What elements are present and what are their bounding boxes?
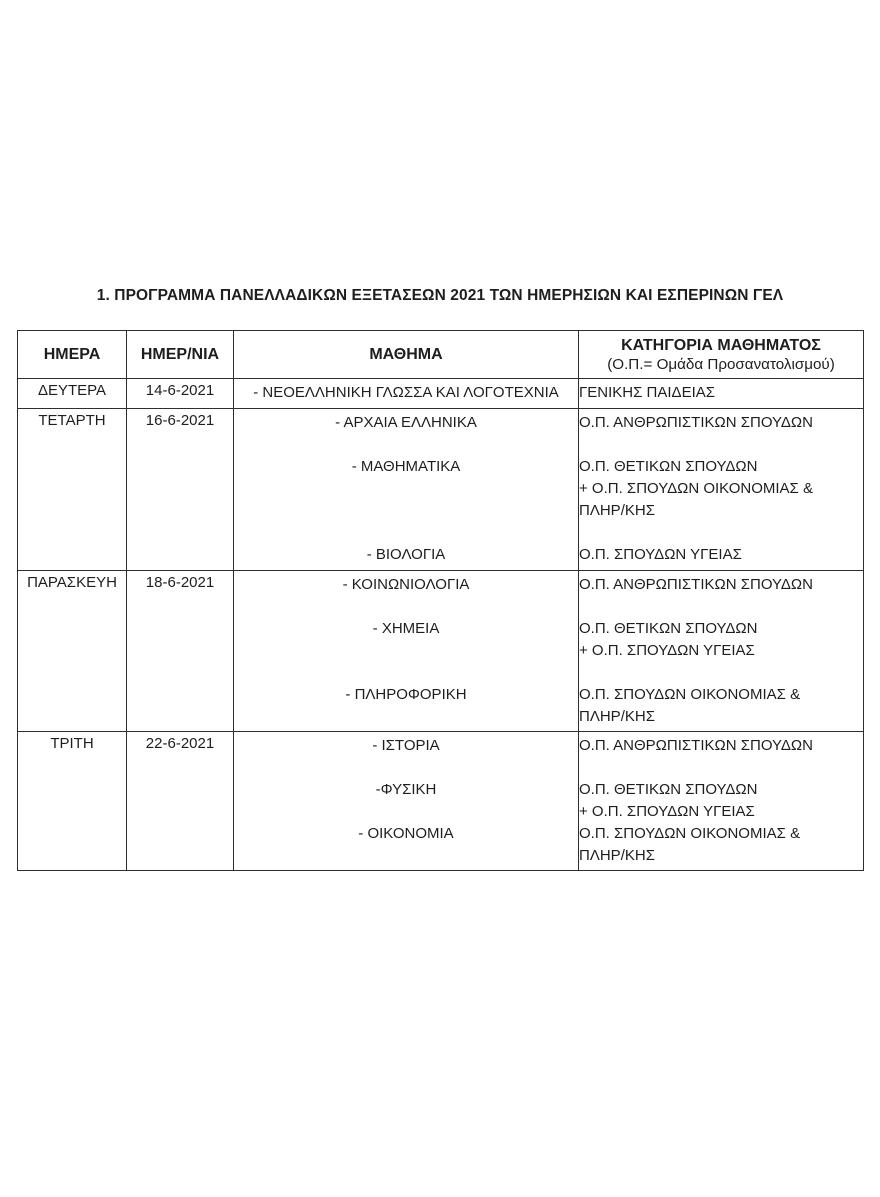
- cell-line: [234, 662, 578, 684]
- cell-line: Ο.Π. ΣΠΟΥΔΩΝ ΟΙΚΟΝΟΜΙΑΣ &: [579, 686, 801, 703]
- cell-line: [234, 478, 578, 500]
- cell-line: Ο.Π. ΣΠΟΥΔΩΝ ΥΓΕΙΑΣ: [579, 546, 742, 563]
- col-header-category-title: ΚΑΤΗΓΟΡΙΑ ΜΑΘΗΜΑΤΟΣ: [621, 336, 821, 354]
- table-row-wednesday: [18, 409, 864, 571]
- table-row-tuesday: [18, 732, 864, 871]
- cell-line: [234, 500, 578, 522]
- cell-line: - ΑΡΧΑΙΑ ΕΛΛΗΝΙΚΑ: [335, 414, 477, 431]
- page-title: 1. ΠΡΟΓΡΑΜΜΑ ΠΑΝΕΛΛΑΔΙΚΩΝ ΕΞΕΤΑΣΕΩΝ 2021 ΤΩΝ ΗΜΕΡΗΣΙΩΝ ΚΑΙ ΕΣΠΕΡΙΝΩΝ ΓΕΛ: [96, 287, 784, 304]
- cell-line: ΠΛΗΡ/ΚΗΣ: [579, 502, 655, 519]
- subject-cell: [234, 732, 579, 871]
- date-cell: 14-6-2021: [127, 379, 234, 409]
- exam-schedule-table: [17, 330, 864, 871]
- cell-line: [579, 434, 863, 456]
- cell-line: Ο.Π. ΘΕΤΙΚΩΝ ΣΠΟΥΔΩΝ: [579, 620, 758, 637]
- cell-line: + Ο.Π. ΣΠΟΥΔΩΝ ΥΓΕΙΑΣ: [579, 642, 755, 659]
- cell-line: - ΚΟΙΝΩΝΙΟΛΟΓΙΑ: [342, 576, 470, 593]
- cell-line: ΠΛΗΡ/ΚΗΣ: [579, 708, 655, 725]
- cell-line: [579, 757, 863, 779]
- cell-line: - ΝΕΟΕΛΛΗΝΙΚΗ ΓΛΩΣΣΑ ΚΑΙ ΛΟΓΟΤΕΧΝΙΑ: [253, 384, 559, 401]
- table-row-monday: [18, 379, 864, 409]
- cell-line: [234, 801, 578, 823]
- col-header-subject: ΜΑΘΗΜΑ: [234, 331, 579, 379]
- cell-line: + Ο.Π. ΣΠΟΥΔΩΝ ΟΙΚΟΝΟΜΙΑΣ &: [579, 480, 814, 497]
- cell-line: - ΟΙΚΟΝΟΜΙΑ: [358, 825, 454, 842]
- cell-line: Ο.Π. ΑΝΘΡΩΠΙΣΤΙΚΩΝ ΣΠΟΥΔΩΝ: [579, 576, 813, 593]
- cell-line: Ο.Π. ΑΝΘΡΩΠΙΣΤΙΚΩΝ ΣΠΟΥΔΩΝ: [579, 737, 813, 754]
- cell-line: - ΠΛΗΡΟΦΟΡΙΚΗ: [345, 686, 467, 703]
- day-cell: ΠΑΡΑΣΚΕΥΗ: [18, 571, 127, 732]
- cell-line: [579, 596, 863, 618]
- cell-line: [234, 706, 578, 728]
- cell-line: [234, 522, 578, 544]
- cell-line: [579, 662, 863, 684]
- col-header-date: ΗΜΕΡ/ΝΙΑ: [127, 331, 234, 379]
- col-header-category-note: (Ο.Π.= Ομάδα Προσανατολισμού): [607, 355, 835, 373]
- cell-line: [234, 434, 578, 456]
- cell-line: [579, 522, 863, 544]
- cell-line: Ο.Π. ΘΕΤΙΚΩΝ ΣΠΟΥΔΩΝ: [579, 781, 758, 798]
- cell-line: -ΦΥΣΙΚΗ: [375, 781, 437, 798]
- day-cell: ΤΕΤΑΡΤΗ: [18, 409, 127, 571]
- day-cell: ΤΡΙΤΗ: [18, 732, 127, 871]
- subject-cell: [234, 571, 579, 732]
- table-row-friday: [18, 571, 864, 732]
- day-cell: ΔΕΥΤΕΡΑ: [18, 379, 127, 409]
- cell-line: [234, 596, 578, 618]
- date-cell: 18-6-2021: [127, 571, 234, 732]
- date-cell: 22-6-2021: [127, 732, 234, 871]
- category-cell: [579, 732, 864, 871]
- cell-line: [234, 845, 578, 867]
- cell-line: Ο.Π. ΘΕΤΙΚΩΝ ΣΠΟΥΔΩΝ: [579, 458, 758, 475]
- cell-line: - ΜΑΘΗΜΑΤΙΚΑ: [351, 458, 461, 475]
- category-cell: [579, 379, 864, 409]
- cell-line: - ΒΙΟΛΟΓΙΑ: [366, 546, 446, 563]
- cell-line: + Ο.Π. ΣΠΟΥΔΩΝ ΥΓΕΙΑΣ: [579, 803, 755, 820]
- subject-cell: [234, 379, 579, 409]
- cell-line: [234, 640, 578, 662]
- cell-line: ΓΕΝΙΚΗΣ ΠΑΙΔΕΙΑΣ: [579, 384, 716, 401]
- subject-cell: [234, 409, 579, 571]
- col-header-category: [579, 331, 864, 379]
- cell-line: - ΙΣΤΟΡΙΑ: [372, 737, 440, 754]
- col-header-day: ΗΜΕΡΑ: [18, 331, 127, 379]
- cell-line: - ΧΗΜΕΙΑ: [372, 620, 440, 637]
- category-cell: [579, 571, 864, 732]
- header-row: [18, 331, 864, 379]
- cell-line: Ο.Π. ΣΠΟΥΔΩΝ ΟΙΚΟΝΟΜΙΑΣ &: [579, 825, 801, 842]
- category-cell: [579, 409, 864, 571]
- date-cell: 16-6-2021: [127, 409, 234, 571]
- cell-line: [234, 757, 578, 779]
- cell-line: Ο.Π. ΑΝΘΡΩΠΙΣΤΙΚΩΝ ΣΠΟΥΔΩΝ: [579, 414, 813, 431]
- cell-line: ΠΛΗΡ/ΚΗΣ: [579, 847, 655, 864]
